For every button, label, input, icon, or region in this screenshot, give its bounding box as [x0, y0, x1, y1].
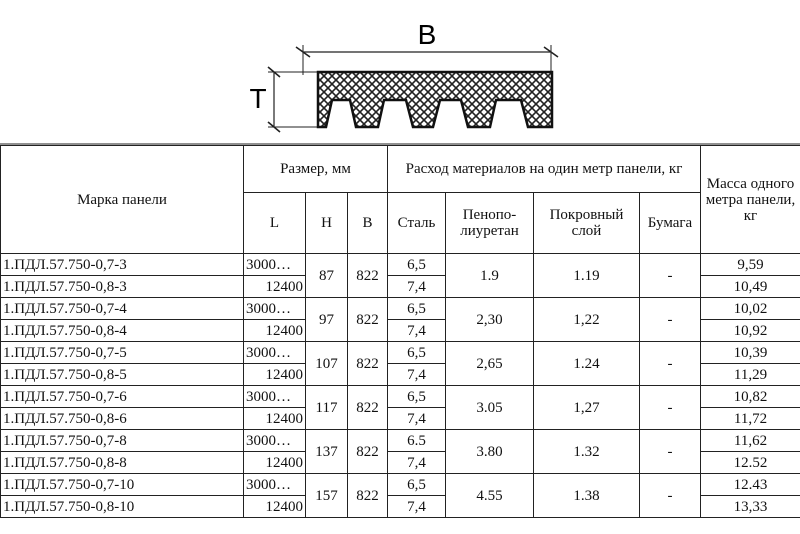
paper-cell: - — [640, 254, 701, 298]
table-row — [1, 474, 800, 496]
brand-cell: 1.ПДЛ.57.750-0,8-6 — [1, 408, 244, 430]
steel-cell: 6,5 — [388, 298, 446, 320]
steel-cell: 6,5 — [388, 386, 446, 408]
length-cell: 3000… — [244, 430, 306, 452]
coating-cell: 1,27 — [534, 386, 640, 430]
table-row — [1, 342, 800, 364]
width-cell: 822 — [348, 342, 388, 386]
panel-profile — [318, 72, 552, 127]
mass-cell: 10,49 — [701, 276, 800, 298]
steel-cell: 6.5 — [388, 430, 446, 452]
brand-cell: 1.ПДЛ.57.750-0,8-5 — [1, 364, 244, 386]
header-size-group: Размер, мм — [244, 146, 388, 193]
header-mass: Масса одного метра панели, кг — [701, 146, 800, 254]
steel-cell: 6,5 — [388, 254, 446, 276]
steel-cell: 7,4 — [388, 320, 446, 342]
width-cell: 822 — [348, 474, 388, 518]
width-cell: 822 — [348, 254, 388, 298]
height-cell: 87 — [306, 254, 348, 298]
header-paper: Бумага — [640, 193, 701, 254]
mass-cell: 10,82 — [701, 386, 800, 408]
polyurethane-cell: 3.80 — [446, 430, 534, 474]
polyurethane-cell: 1.9 — [446, 254, 534, 298]
table-row — [1, 254, 800, 276]
mass-cell: 12.52 — [701, 452, 800, 474]
header-size-b: В — [348, 193, 388, 254]
brand-cell: 1.ПДЛ.57.750-0,8-4 — [1, 320, 244, 342]
paper-cell: - — [640, 298, 701, 342]
paper-cell: - — [640, 342, 701, 386]
steel-cell: 7,4 — [388, 452, 446, 474]
brand-cell: 1.ПДЛ.57.750-0,8-10 — [1, 496, 244, 518]
mass-cell: 9,59 — [701, 254, 800, 276]
table-row — [1, 298, 800, 320]
coating-cell: 1.19 — [534, 254, 640, 298]
steel-cell: 7,4 — [388, 408, 446, 430]
steel-cell: 6,5 — [388, 342, 446, 364]
length-cell: 12400 — [244, 320, 306, 342]
width-cell: 822 — [348, 430, 388, 474]
mass-cell: 11,72 — [701, 408, 800, 430]
coating-cell: 1,22 — [534, 298, 640, 342]
polyurethane-cell: 2,65 — [446, 342, 534, 386]
steel-cell: 7,4 — [388, 276, 446, 298]
mass-cell: 11,29 — [701, 364, 800, 386]
length-cell: 12400 — [244, 276, 306, 298]
header-steel: Сталь — [388, 193, 446, 254]
panel-table — [0, 145, 800, 518]
header-polyurethane: Пенопо-лиуретан — [446, 193, 534, 254]
length-cell: 12400 — [244, 496, 306, 518]
mass-cell: 10,39 — [701, 342, 800, 364]
coating-cell: 1.32 — [534, 430, 640, 474]
table-row — [1, 386, 800, 408]
header-size-h: Н — [306, 193, 348, 254]
brand-cell: 1.ПДЛ.57.750-0,7-3 — [1, 254, 244, 276]
mass-cell: 13,33 — [701, 496, 800, 518]
mass-cell: 10,92 — [701, 320, 800, 342]
height-cell: 157 — [306, 474, 348, 518]
mass-cell: 10,02 — [701, 298, 800, 320]
brand-cell: 1.ПДЛ.57.750-0,8-8 — [1, 452, 244, 474]
brand-cell: 1.ПДЛ.57.750-0,8-3 — [1, 276, 244, 298]
length-cell: 3000… — [244, 298, 306, 320]
length-cell: 12400 — [244, 364, 306, 386]
steel-cell: 6,5 — [388, 474, 446, 496]
paper-cell: - — [640, 474, 701, 518]
steel-cell: 7,4 — [388, 496, 446, 518]
polyurethane-cell: 4.55 — [446, 474, 534, 518]
header-consumption-group: Расход материалов на один метр панели, кг — [388, 146, 701, 193]
brand-cell: 1.ПДЛ.57.750-0,7-8 — [1, 430, 244, 452]
brand-cell: 1.ПДЛ.57.750-0,7-5 — [1, 342, 244, 364]
header-size-l: L — [244, 193, 306, 254]
brand-cell: 1.ПДЛ.57.750-0,7-10 — [1, 474, 244, 496]
dimension-b-label: B — [417, 19, 437, 50]
coating-cell: 1.24 — [534, 342, 640, 386]
table-row — [1, 430, 800, 452]
width-cell: 822 — [348, 298, 388, 342]
length-cell: 3000… — [244, 254, 306, 276]
paper-cell: - — [640, 430, 701, 474]
height-cell: 107 — [306, 342, 348, 386]
brand-cell: 1.ПДЛ.57.750-0,7-4 — [1, 298, 244, 320]
coating-cell: 1.38 — [534, 474, 640, 518]
dimension-t-label: T — [249, 83, 267, 114]
height-cell: 117 — [306, 386, 348, 430]
header-brand: Марка панели — [1, 146, 244, 254]
length-cell: 12400 — [244, 408, 306, 430]
height-cell: 97 — [306, 298, 348, 342]
brand-cell: 1.ПДЛ.57.750-0,7-6 — [1, 386, 244, 408]
height-cell: 137 — [306, 430, 348, 474]
mass-cell: 12.43 — [701, 474, 800, 496]
paper-cell: - — [640, 386, 701, 430]
length-cell: 12400 — [244, 452, 306, 474]
mass-cell: 11,62 — [701, 430, 800, 452]
length-cell: 3000… — [244, 342, 306, 364]
header-coating: Покровный слой — [534, 193, 640, 254]
length-cell: 3000… — [244, 386, 306, 408]
polyurethane-cell: 2,30 — [446, 298, 534, 342]
width-cell: 822 — [348, 386, 388, 430]
steel-cell: 7,4 — [388, 364, 446, 386]
length-cell: 3000… — [244, 474, 306, 496]
panel-profile-drawing — [0, 0, 800, 145]
polyurethane-cell: 3.05 — [446, 386, 534, 430]
